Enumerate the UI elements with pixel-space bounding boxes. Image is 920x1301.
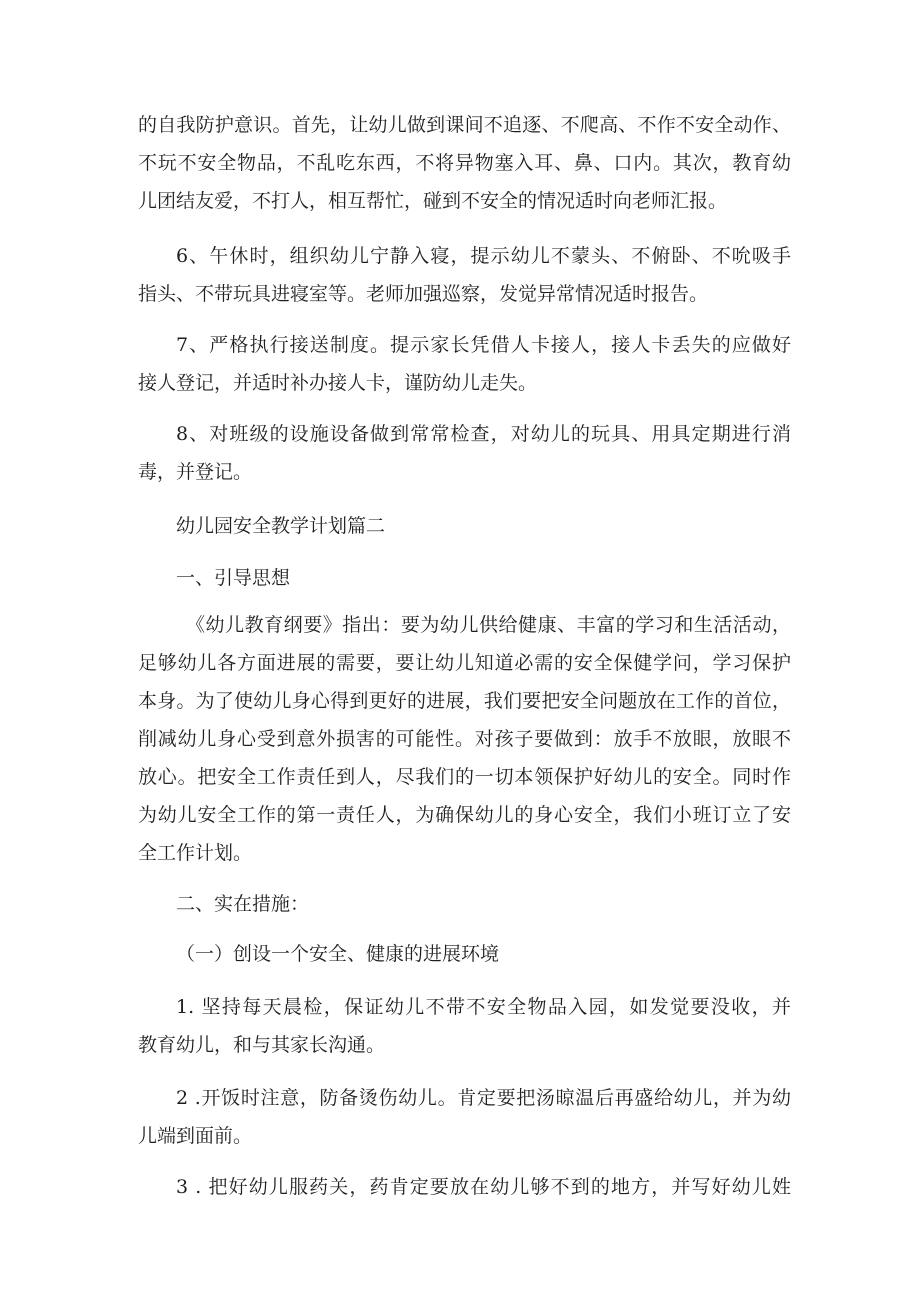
section-heading: 二、实在措施： [176, 893, 310, 915]
text-line: 本身。为了使幼儿身心得到更好的进展，我们要把安全问题放在工作的首位， [138, 690, 791, 712]
text-line: 1. 坚持每天晨检，保证幼儿不带不安全物品入园，如发觉要没收，并 [176, 996, 791, 1018]
text-line: 6、午休时，组织幼儿宁静入寝，提示幼儿不蒙头、不俯卧、不吮吸手 [176, 245, 791, 267]
text-line: 教育幼儿，和与其家长沟通。 [138, 1034, 386, 1056]
section-heading: 一、引导思想 [176, 567, 291, 589]
text-line: 不玩不安全物品，不乱吃东西，不将异物塞入耳、鼻、口内。其次，教育幼 [138, 152, 791, 174]
section-title: 幼儿园安全教学计划篇二 [176, 515, 386, 537]
text-line: 3 . 把好幼儿服药关，药肯定要放在幼儿够不到的地方，并写好幼儿姓 [176, 1176, 791, 1198]
text-line: 指头、不带玩具进寝室等。老师加强巡察，发觉异常情况适时报告。 [138, 283, 709, 305]
text-line: 《幼儿教育纲要》指出：要为幼儿供给健康、丰富的学习和生活活动， [186, 614, 791, 636]
text-line: 为幼儿安全工作的第一责任人，为确保幼儿的身心安全，我们小班订立了安 [138, 804, 791, 826]
text-line: 削减幼儿身心受到意外损害的可能性。对孩子要做到：放手不放眼，放眼不 [138, 728, 791, 750]
text-line: 毒，并登记。 [138, 461, 253, 483]
text-line: 足够幼儿各方面进展的需要，要让幼儿知道必需的安全保健学问，学习保护 [138, 652, 791, 674]
text-line: 儿团结友爱，不打人，相互帮忙，碰到不安全的情况适时向老师汇报。 [138, 190, 728, 212]
subsection-heading: （一）创设一个安全、健康的进展环境 [176, 943, 500, 965]
text-line: 8、对班级的设施设备做到常常检查，对幼儿的玩具、用具定期进行消 [176, 423, 791, 445]
text-line: 接人登记，并适时补办接人卡，谨防幼儿走失。 [138, 372, 538, 394]
text-line: 儿端到面前。 [138, 1125, 253, 1147]
text-line: 7、严格执行接送制度。提示家长凭借人卡接人，接人卡丢失的应做好 [176, 334, 791, 356]
text-line: 放心。把安全工作责任到人，尽我们的一切本领保护好幼儿的安全。同时作 [138, 766, 791, 788]
text-line: 全工作计划。 [138, 842, 253, 864]
text-line: 的自我防护意识。首先，让幼儿做到课间不追逐、不爬高、不作不安全动作、 [138, 114, 791, 136]
text-line: 2 .开饭时注意，防备烫伤幼儿。肯定要把汤晾温后再盛给幼儿，并为幼 [176, 1087, 791, 1109]
